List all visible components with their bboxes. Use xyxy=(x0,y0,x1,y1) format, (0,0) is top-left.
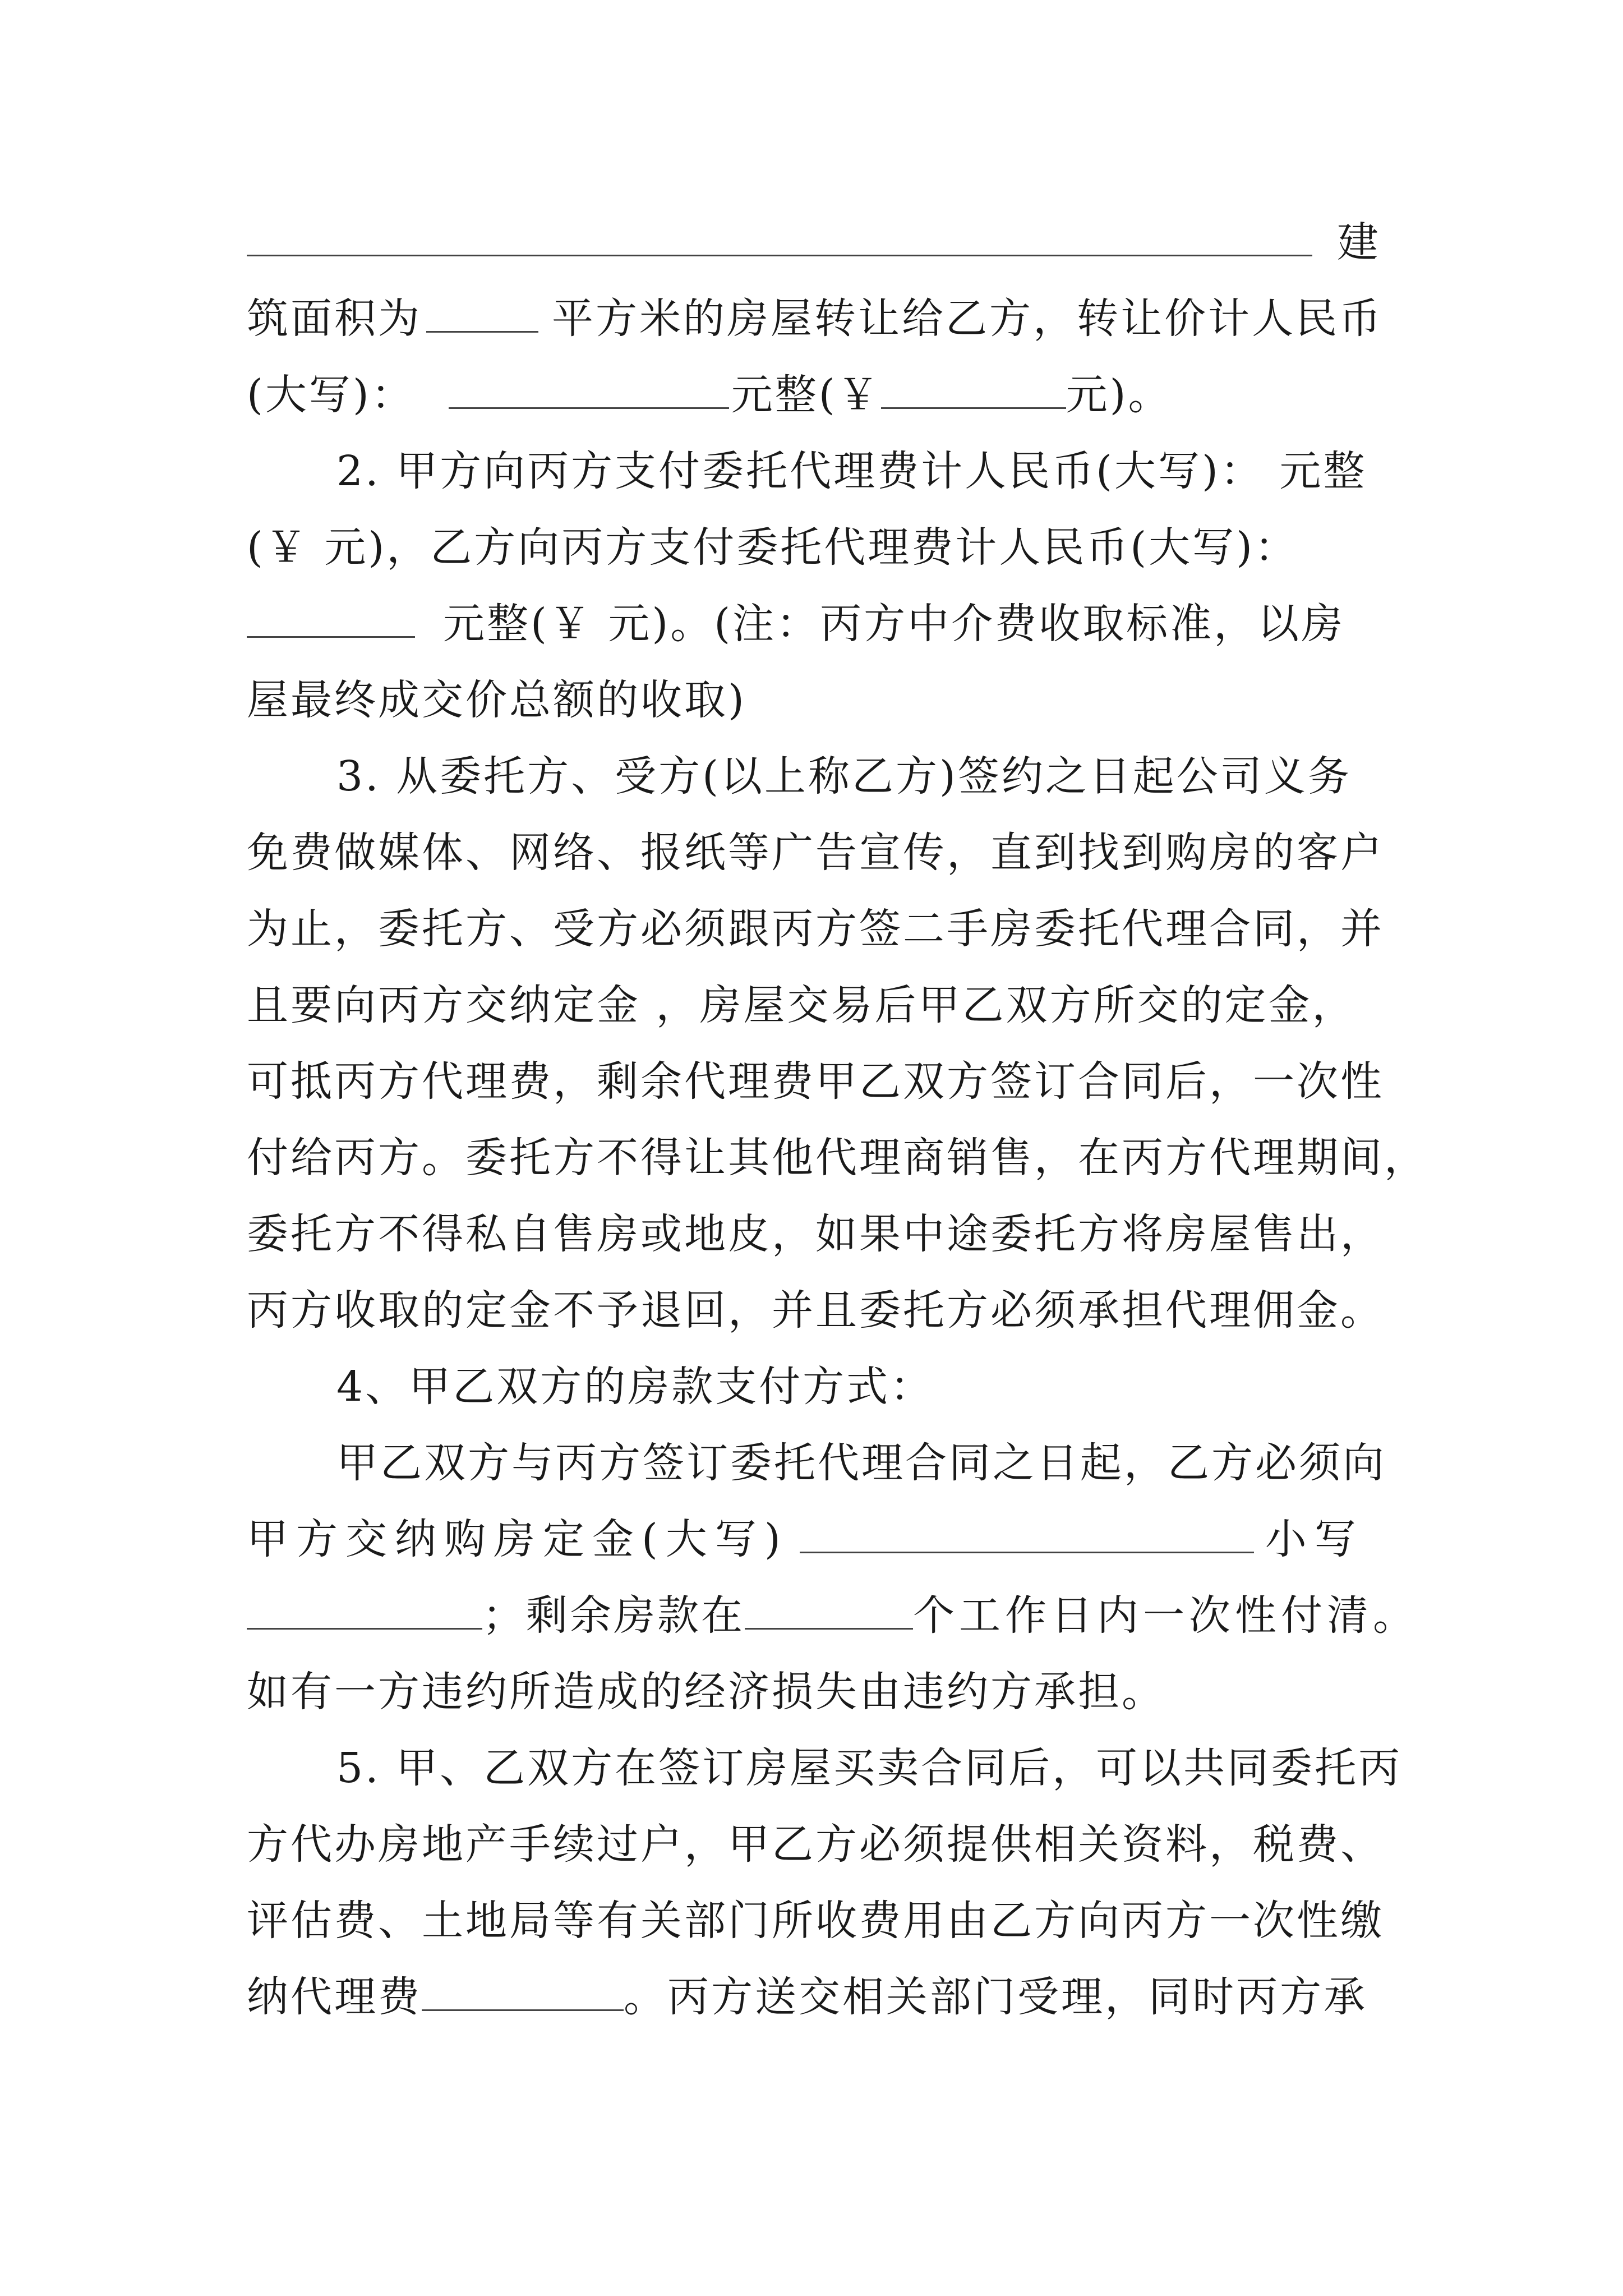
text-line: 建 xyxy=(247,209,1380,276)
text-line: 评估费、土地局等有关部门所收费用由乙方向丙方一次性缴 xyxy=(247,1897,1384,1945)
text-line: 方代办房地产手续过户，甲乙方必须提供相关资料，税费、 xyxy=(247,1820,1384,1869)
text-line: 4、甲乙双方的房款支付方式： xyxy=(336,1363,934,1411)
text-line: 元整(￥ 元)。(注：丙方中介费收取标准，以房 xyxy=(247,590,1380,657)
fill-blank[interactable] xyxy=(247,601,415,638)
text-line: (￥ 元)，乙方向丙方支付委托代理费计人民币(大写)： xyxy=(247,523,1299,572)
text-line: 付给丙方。委托方不得让其他代理商销售，在丙方代理期间， xyxy=(247,1134,1428,1182)
fill-blank[interactable] xyxy=(426,296,538,333)
fill-blank[interactable] xyxy=(800,1517,1254,1553)
fill-blank[interactable] xyxy=(745,1593,913,1630)
text-line: 可抵丙方代理费，剩余代理费甲乙双方签订合同后，一次性 xyxy=(247,1057,1384,1106)
text-line: 纳代理费 。丙方送交相关部门受理，同时丙方承 xyxy=(247,1973,1367,2021)
text-line: 免费做媒体、网络、报纸等广告宣传，直到找到购房的客户 xyxy=(247,829,1384,877)
text-line: 5. 甲、乙双方在签订房屋买卖合同后，可以共同委托丙 xyxy=(336,1744,1403,1792)
fill-blank[interactable] xyxy=(247,1593,482,1630)
text-line: 3. 从委托方、受方(以上称乙方)签约之日起公司义务 xyxy=(336,752,1352,800)
text-line: 如有一方违约所造成的经济损失由违约方承担。 xyxy=(247,1668,1165,1716)
text-line: 2. 甲方向丙方支付委托代理费计人民币(大写)： 元整 xyxy=(336,447,1367,495)
text-line: 甲方交纳购房定金(大写) 小写 xyxy=(247,1515,1364,1563)
fill-blank[interactable] xyxy=(247,220,1312,256)
text-line: 屋最终成交价总额的收取) xyxy=(247,676,746,724)
text-line: 甲乙双方与丙方签订委托代理合同之日起，乙方必须向 xyxy=(336,1439,1386,1487)
text-line: 丙方收取的定金不予退回，并且委托方必须承担代理佣金。 xyxy=(247,1286,1384,1335)
text-line: 且要向丙方交纳定金 ，房屋交易后甲乙双方所交的定金， xyxy=(247,981,1356,1029)
fill-blank[interactable] xyxy=(449,372,729,409)
text-line: (大写)： 元整(￥ 元)。 xyxy=(247,371,1172,419)
text-line: 筑面积为 平方米的房屋转让给乙方，转让价计人民币 xyxy=(247,295,1383,343)
text-line: 为止，委托方、受方必须跟丙方签二手房委托代理合同，并 xyxy=(247,905,1384,953)
text-line: ；剩余房款在 个工作日内一次性付清。 xyxy=(247,1582,1380,1649)
fill-blank[interactable] xyxy=(422,1975,624,2011)
fill-blank[interactable] xyxy=(881,372,1066,409)
text-line: 委托方不得私自售房或地皮，如果中途委托方将房屋售出， xyxy=(247,1210,1384,1258)
